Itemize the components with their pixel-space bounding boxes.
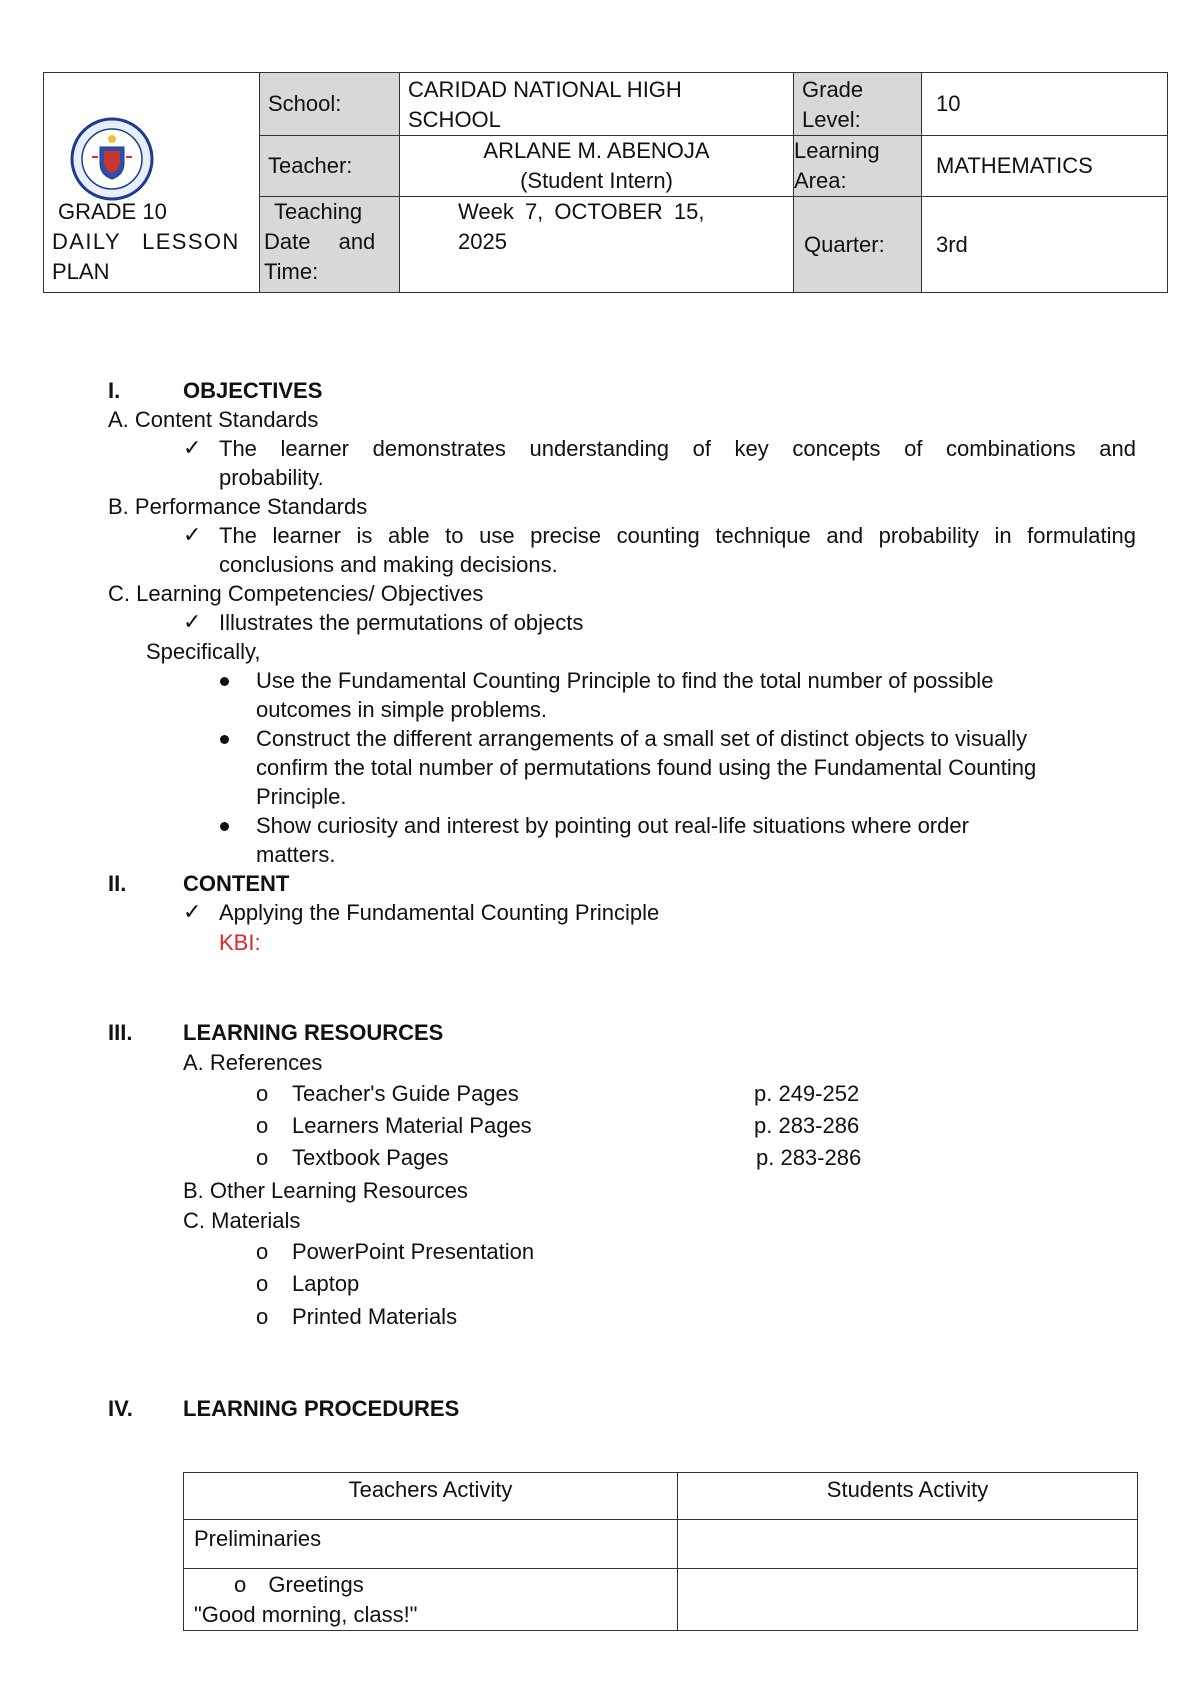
- reference-pages: p. 249-252: [754, 1081, 860, 1106]
- competencies-label: C. Learning Competencies/ Objectives: [108, 581, 484, 606]
- greetings-label: Greetings: [268, 1572, 364, 1597]
- grade-label-line2: Level:: [802, 107, 861, 132]
- procedures-table: [183, 1472, 1138, 1631]
- performance-standard-line1: The learner is able to use precise counting technique and probability in formulating: [219, 523, 1136, 548]
- deped-seal-icon: [70, 117, 154, 201]
- objective-bullet-1-line1: Use the Fundamental Counting Principle to find the total number of possible: [256, 668, 994, 693]
- references-label: A. References: [183, 1050, 323, 1075]
- quarter-label: Quarter:: [794, 197, 922, 293]
- bullet-icon: [220, 735, 229, 744]
- date-label: [260, 197, 400, 293]
- area-label-line1: Learning: [794, 138, 880, 163]
- circle-bullet-icon: o: [256, 1271, 269, 1296]
- date-value-line1: Week 7, OCTOBER 15,: [458, 199, 705, 224]
- material-item: Laptop: [292, 1271, 360, 1296]
- date-value-line2: 2025: [458, 229, 507, 254]
- check-icon: ✓: [183, 899, 202, 924]
- logo-title-cell: [44, 73, 260, 293]
- area-label-line2: Area:: [794, 168, 847, 193]
- specifically-label: Specifically,: [146, 639, 261, 664]
- grade-label: [794, 73, 922, 136]
- greetings-row: [194, 1570, 667, 1600]
- competency-item: Illustrates the permutations of objects: [219, 610, 584, 635]
- reference-pages: p. 283-286: [756, 1145, 862, 1170]
- reference-name: Textbook Pages: [292, 1145, 449, 1170]
- reference-pages: p. 283-286: [754, 1113, 860, 1138]
- circle-bullet-icon: o: [256, 1081, 269, 1106]
- objectives-title: OBJECTIVES: [183, 378, 323, 403]
- content-standards-label: A. Content Standards: [108, 407, 319, 432]
- bullet-icon: [220, 677, 229, 686]
- bullet-icon: [220, 822, 229, 831]
- objective-bullet-2-line2: confirm the total number of permutations found using the Fundamental Counting: [256, 755, 1037, 780]
- content-title: CONTENT: [183, 871, 290, 896]
- teacher-value-line2: (Student Intern): [520, 168, 673, 193]
- quarter-value: 3rd: [922, 197, 1168, 293]
- circle-bullet-icon: o: [234, 1572, 247, 1597]
- content-standard-line2: probability.: [219, 465, 324, 490]
- circle-bullet-icon: o: [256, 1113, 269, 1138]
- student-cell: [678, 1569, 1138, 1631]
- check-icon: ✓: [183, 435, 202, 460]
- resources-title: LEARNING RESOURCES: [183, 1020, 444, 1045]
- reference-name: Learners Material Pages: [292, 1113, 532, 1138]
- teacher-label: Teacher:: [260, 136, 400, 197]
- objective-bullet-3-line1: Show curiosity and interest by pointing out real-life situations where order: [256, 813, 969, 838]
- date-label-line1: Teaching: [274, 199, 363, 224]
- date-label-line2: Date and: [264, 229, 376, 254]
- objective-bullet-2-line1: Construct the different arrangements of a small set of distinct objects to visually: [256, 726, 1028, 751]
- content-num: II.: [108, 871, 127, 896]
- material-item: Printed Materials: [292, 1304, 458, 1329]
- circle-bullet-icon: o: [256, 1145, 269, 1170]
- preliminaries-cell: Preliminaries: [184, 1520, 678, 1569]
- dlp-title: [52, 197, 250, 287]
- school-value: [400, 73, 794, 136]
- material-item: PowerPoint Presentation: [292, 1239, 535, 1264]
- performance-standard-line2: conclusions and making decisions.: [219, 552, 558, 577]
- grade-label-line1: Grade: [802, 77, 864, 102]
- greetings-cell: [184, 1569, 678, 1631]
- objective-bullet-2-line3: Principle.: [256, 784, 347, 809]
- performance-standards-label: B. Performance Standards: [108, 494, 368, 519]
- objectives-num: I.: [108, 378, 121, 403]
- objective-bullet-3-line2: matters.: [256, 842, 336, 867]
- header-table: [43, 72, 1168, 293]
- school-label: School:: [260, 73, 400, 136]
- dlp-title-line1: GRADE 10: [58, 199, 167, 224]
- circle-bullet-icon: o: [256, 1304, 269, 1329]
- date-value: [400, 197, 794, 293]
- reference-name: Teacher's Guide Pages: [292, 1081, 519, 1106]
- grade-value: 10: [922, 73, 1168, 136]
- school-value-line1: CARIDAD NATIONAL HIGH: [408, 77, 682, 102]
- student-cell: [678, 1520, 1138, 1569]
- greetings-text: "Good morning, class!": [194, 1602, 418, 1627]
- dlp-title-line2: DAILY LESSON: [52, 229, 240, 254]
- materials-label: C. Materials: [183, 1208, 301, 1233]
- teacher-value: [400, 136, 794, 197]
- resources-num: III.: [108, 1020, 133, 1045]
- other-resources-label: B. Other Learning Resources: [183, 1178, 468, 1203]
- content-item: Applying the Fundamental Counting Principle: [219, 900, 660, 925]
- date-label-line3: Time:: [264, 259, 319, 284]
- school-value-line2: SCHOOL: [408, 107, 501, 132]
- circle-bullet-icon: o: [256, 1239, 269, 1264]
- objective-bullet-1-line2: outcomes in simple problems.: [256, 697, 548, 722]
- teachers-activity-header: Teachers Activity: [184, 1473, 678, 1520]
- kbi-label: KBI:: [219, 930, 261, 955]
- teacher-value-line1: ARLANE M. ABENOJA: [483, 138, 710, 163]
- area-value: MATHEMATICS: [922, 136, 1168, 197]
- students-activity-header: Students Activity: [678, 1473, 1138, 1520]
- procedures-num: IV.: [108, 1396, 133, 1421]
- dlp-title-line3: PLAN: [52, 259, 110, 284]
- area-label: [794, 136, 922, 197]
- procedures-title: LEARNING PROCEDURES: [183, 1396, 460, 1421]
- check-icon: ✓: [183, 609, 202, 634]
- check-icon: ✓: [183, 522, 202, 547]
- content-standard-line1: The learner demonstrates understanding of key concepts of combinations and: [219, 436, 1136, 461]
